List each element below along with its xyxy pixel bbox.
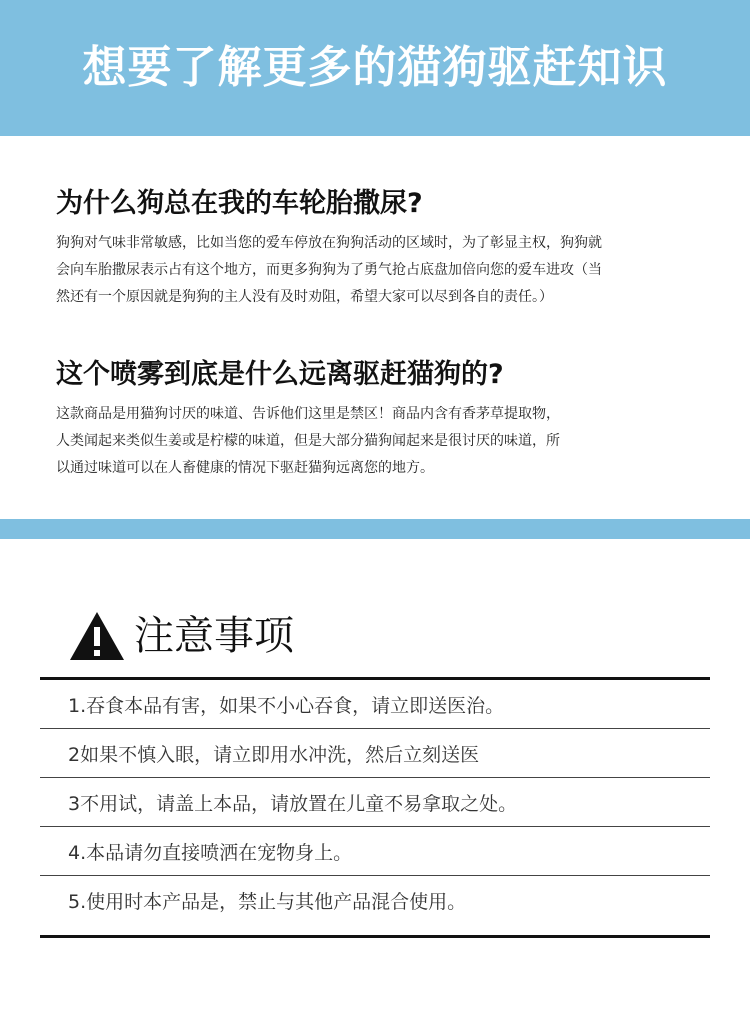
qa-body xyxy=(56,230,706,311)
divider-band xyxy=(0,519,750,539)
qa-title: 为什么狗总在我的车轮胎撒尿? xyxy=(56,188,423,219)
notice-item: 2如果不慎入眼，请立即用水冲洗，然后立刻送医 xyxy=(40,729,710,778)
warning-triangle-icon xyxy=(68,610,126,662)
qa-line: 狗狗对气味非常敏感，比如当您的爱车停放在狗狗活动的区域时，为了彰显主权，狗狗就 xyxy=(56,235,602,251)
qa-line: 会向车胎撒尿表示占有这个地方，而更多狗狗为了勇气抢占底盘加倍向您的爱车进攻（当 xyxy=(56,262,602,278)
notice-item: 4.本品请勿直接喷洒在宠物身上。 xyxy=(40,827,710,876)
qa-line: 然还有一个原因就是狗狗的主人没有及时劝阻，希望大家可以尽到各自的责任。） xyxy=(56,289,553,305)
qa-line: 这款商品是用猫狗讨厌的味道、告诉他们这里是禁区！商品内含有香茅草提取物， xyxy=(56,406,560,422)
notice-item: 3不用试，请盖上本品，请放置在儿童不易拿取之处。 xyxy=(40,778,710,827)
notice-item: 5.使用时本产品是，禁止与其他产品混合使用。 xyxy=(68,891,467,913)
page-title: 想要了解更多的猫狗驱赶知识 xyxy=(82,42,668,93)
notice-title: 注意事项 xyxy=(134,613,294,659)
header-band xyxy=(0,0,750,136)
notice-item: 1.吞食本品有害，如果不小心吞食，请立即送医治。 xyxy=(40,680,710,729)
qa-line: 人类闻起来类似生姜或是柠檬的味道，但是大部分猫狗闻起来是很讨厌的味道，所 xyxy=(56,433,560,449)
notice-bottom-rule xyxy=(40,935,710,938)
notice-header xyxy=(68,606,294,666)
qa-section-tire xyxy=(56,184,706,311)
qa-line: 以通过味道可以在人畜健康的情况下驱赶猫狗远离您的地方。 xyxy=(56,460,434,476)
qa-body xyxy=(56,401,706,482)
qa-section-spray xyxy=(56,355,706,482)
notice-list xyxy=(40,677,710,938)
qa-title: 这个喷雾到底是什么远离驱赶猫狗的? xyxy=(56,359,504,390)
